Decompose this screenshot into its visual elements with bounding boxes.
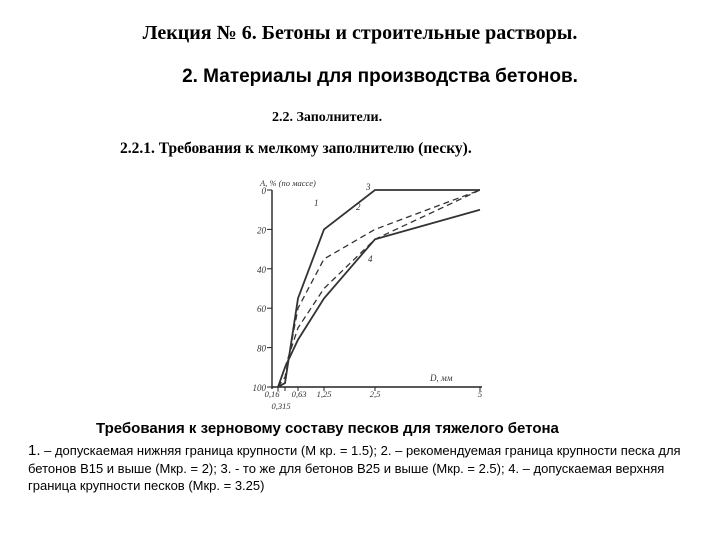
caption-lead-number: 1. bbox=[28, 442, 41, 459]
figure-caption-text bbox=[28, 442, 698, 495]
series-label-3: 3 bbox=[366, 182, 371, 192]
x-axis-label: D, мм bbox=[430, 373, 453, 383]
y-tick-label: 80 bbox=[257, 343, 266, 354]
series-line-2 bbox=[278, 190, 480, 387]
y-tick-label: 100 bbox=[252, 383, 266, 393]
chart-labels bbox=[259, 178, 453, 383]
y-tick-label: 20 bbox=[257, 225, 266, 236]
section-title: 2. Материалы для производства бетонов. bbox=[182, 66, 578, 87]
figure-caption-heading: Требования к зерновому составу песков для тяжелого бетона bbox=[96, 420, 559, 437]
series-label-2: 2 bbox=[356, 202, 361, 212]
series-label-4: 4 bbox=[368, 254, 373, 264]
series-label-1: 1 bbox=[314, 198, 319, 208]
series-line-4 bbox=[278, 210, 480, 387]
y-tick-label: 0 bbox=[261, 186, 266, 196]
subsection-title: 2.2. Заполнители. bbox=[272, 110, 383, 125]
x-tick-label: 0,315 bbox=[271, 401, 291, 411]
chart-series bbox=[278, 190, 480, 387]
subsubsection-title: 2.2.1. Требования к мелкому заполнителю (песку). bbox=[120, 140, 472, 157]
lecture-title: Лекция № 6. Бетоны и строительные растворы. bbox=[142, 22, 578, 44]
chart-axes bbox=[272, 190, 482, 389]
x-tick-label: 2,5 bbox=[369, 389, 381, 399]
x-tick-label: 5 bbox=[477, 389, 483, 399]
y-axis-label: А, % (по массе) bbox=[260, 178, 316, 188]
caption-body: – допускаемая нижняя граница крупности (М кр. = 1.5); 2. – рекомендуемая граница крупности песка для бетонов В15 и выше (Мкр. = 2); 3. - то же для бетонов В25 и выше (Мкр. = 2.5); 4. – допускаемая верхняя граница крупности песков (Мкр. = 3.25) bbox=[28, 443, 681, 493]
x-tick-label: 0,63 bbox=[291, 389, 307, 399]
x-tick-label: 0,16 bbox=[264, 389, 280, 399]
y-tick-label: 40 bbox=[257, 264, 266, 275]
y-tick-label: 60 bbox=[257, 304, 266, 315]
x-tick-label: 1,25 bbox=[316, 389, 332, 399]
